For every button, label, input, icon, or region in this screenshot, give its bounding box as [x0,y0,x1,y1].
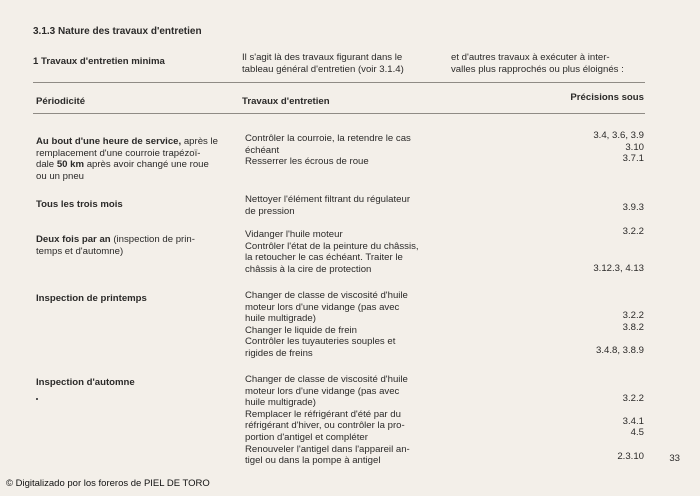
subsection-label: 1 Travaux d'entretien minima [33,56,165,67]
table-row-works [245,290,445,360]
ref-value: 3.2.2 [622,226,644,237]
intro-col1 [242,52,404,75]
work-line: huile multigrade) [245,313,316,325]
work-line: huile multigrade) [245,397,316,409]
ref-value: 3.12.3, 4.13 [593,262,644,274]
work-line: Contrôler l'état de la peinture du châssis, [245,240,419,252]
section-title: 3.1.3 Nature des travaux d'entretien [33,26,202,37]
ref-value: 4.5 [630,427,644,439]
work-line: de pression [245,205,295,217]
work-line: moteur lors d'une vidange (pas avec [245,385,400,397]
table-row-works [245,133,445,168]
table-row-works [245,229,445,275]
work-line: réfrigérant d'hiver, ou contrôler la pro- [245,420,405,432]
table-row-period [36,136,232,182]
period-text: ou un pneu [36,170,85,182]
period-text: après avoir changé une roue [86,159,209,171]
table-row-works [245,194,445,217]
work-line: moteur lors d'une vidange (pas avec [245,301,400,313]
work-line: Changer de classe de viscosité d'huile [245,290,408,301]
page-number: 33 [669,453,680,464]
period-text: dale [36,159,55,171]
work-line: tigel ou dans la pompe à antigel [245,455,381,467]
ref-value: 3.9.3 [622,202,644,213]
work-line: châssis à la cire de protection [245,263,372,275]
work-line: Resserrer les écrous de roue [245,156,369,168]
ref-value: 3.8.2 [622,321,644,333]
period-bold: Au bout d'une heure de service, [36,136,182,147]
ref-value: 3.4, 3.6, 3.9 [593,130,644,141]
work-line: Contrôler les tuyauteries souples et [245,336,396,348]
ref-value: 3.4.1 [622,415,644,427]
work-line: Contrôler la courroie, la retendre le cas [245,133,411,144]
header-refs: Précisions sous [570,92,644,103]
intro-col2-line: valles plus rapprochés ou plus éloignés : [451,63,624,75]
table-row-period: Tous les trois mois [36,199,123,210]
work-line: Nettoyer l'élément filtrant du régulateur [245,194,411,205]
work-line: échéant [245,144,280,156]
period-text: après le [183,136,218,147]
work-line: Vidanger l'huile moteur [245,229,343,240]
header-works: Travaux d'entretien [242,96,330,107]
stray-mark [36,398,38,400]
intro-col2-line: et d'autres travaux à exécuter à inter- [451,52,610,63]
table-header-rule [33,113,645,114]
table-row-refs [524,130,644,165]
period-bold: Deux fois par an [36,234,111,245]
period-text: (inspection de prin- [113,234,195,245]
watermark: © Digitalizado por los foreros de PIEL DE TORO [6,478,210,489]
table-row-refs [524,393,644,462]
table-row-refs [524,202,644,214]
period-text: remplacement d'une courroie trapézoï- [36,147,201,159]
work-line: Changer de classe de viscosité d'huile [245,374,408,385]
ref-value: 3.4.8, 3.8.9 [595,345,644,357]
ref-value: 3.2.2 [622,310,644,321]
table-row-period: Inspection de printemps [36,293,147,304]
ref-value: 3.7.1 [622,153,644,165]
intro-col1-line: tableau général d'entretien (voir 3.1.4) [242,63,404,75]
period-text: temps et d'automne) [36,245,124,257]
table-top-rule [33,82,645,83]
work-line: Remplacer le réfrigérant d'été par du [245,408,401,420]
ref-value: 3.2.2 [622,393,644,404]
work-line: Renouveler l'antigel dans l'appareil an- [245,443,410,455]
work-line: rigides de freins [245,347,313,359]
table-row-period [36,234,232,257]
work-line: Changer le liquide de frein [245,324,358,336]
work-line: portion d'antigel et compléter [245,431,368,443]
table-row-refs [524,226,644,274]
table-row-works [245,374,445,467]
header-periodicity: Périodicité [36,96,86,107]
intro-col2 [451,52,624,75]
table-row-refs [524,310,644,357]
ref-value: 2.3.10 [617,450,644,462]
table-row-period: Inspection d'automne [36,377,135,388]
work-line: la retoucher le cas échéant. Traiter le [245,252,403,264]
ref-value: 3.10 [625,141,644,153]
period-bold: 50 km [56,159,85,171]
intro-col1-line: Il s'agit là des travaux figurant dans le [242,52,403,63]
